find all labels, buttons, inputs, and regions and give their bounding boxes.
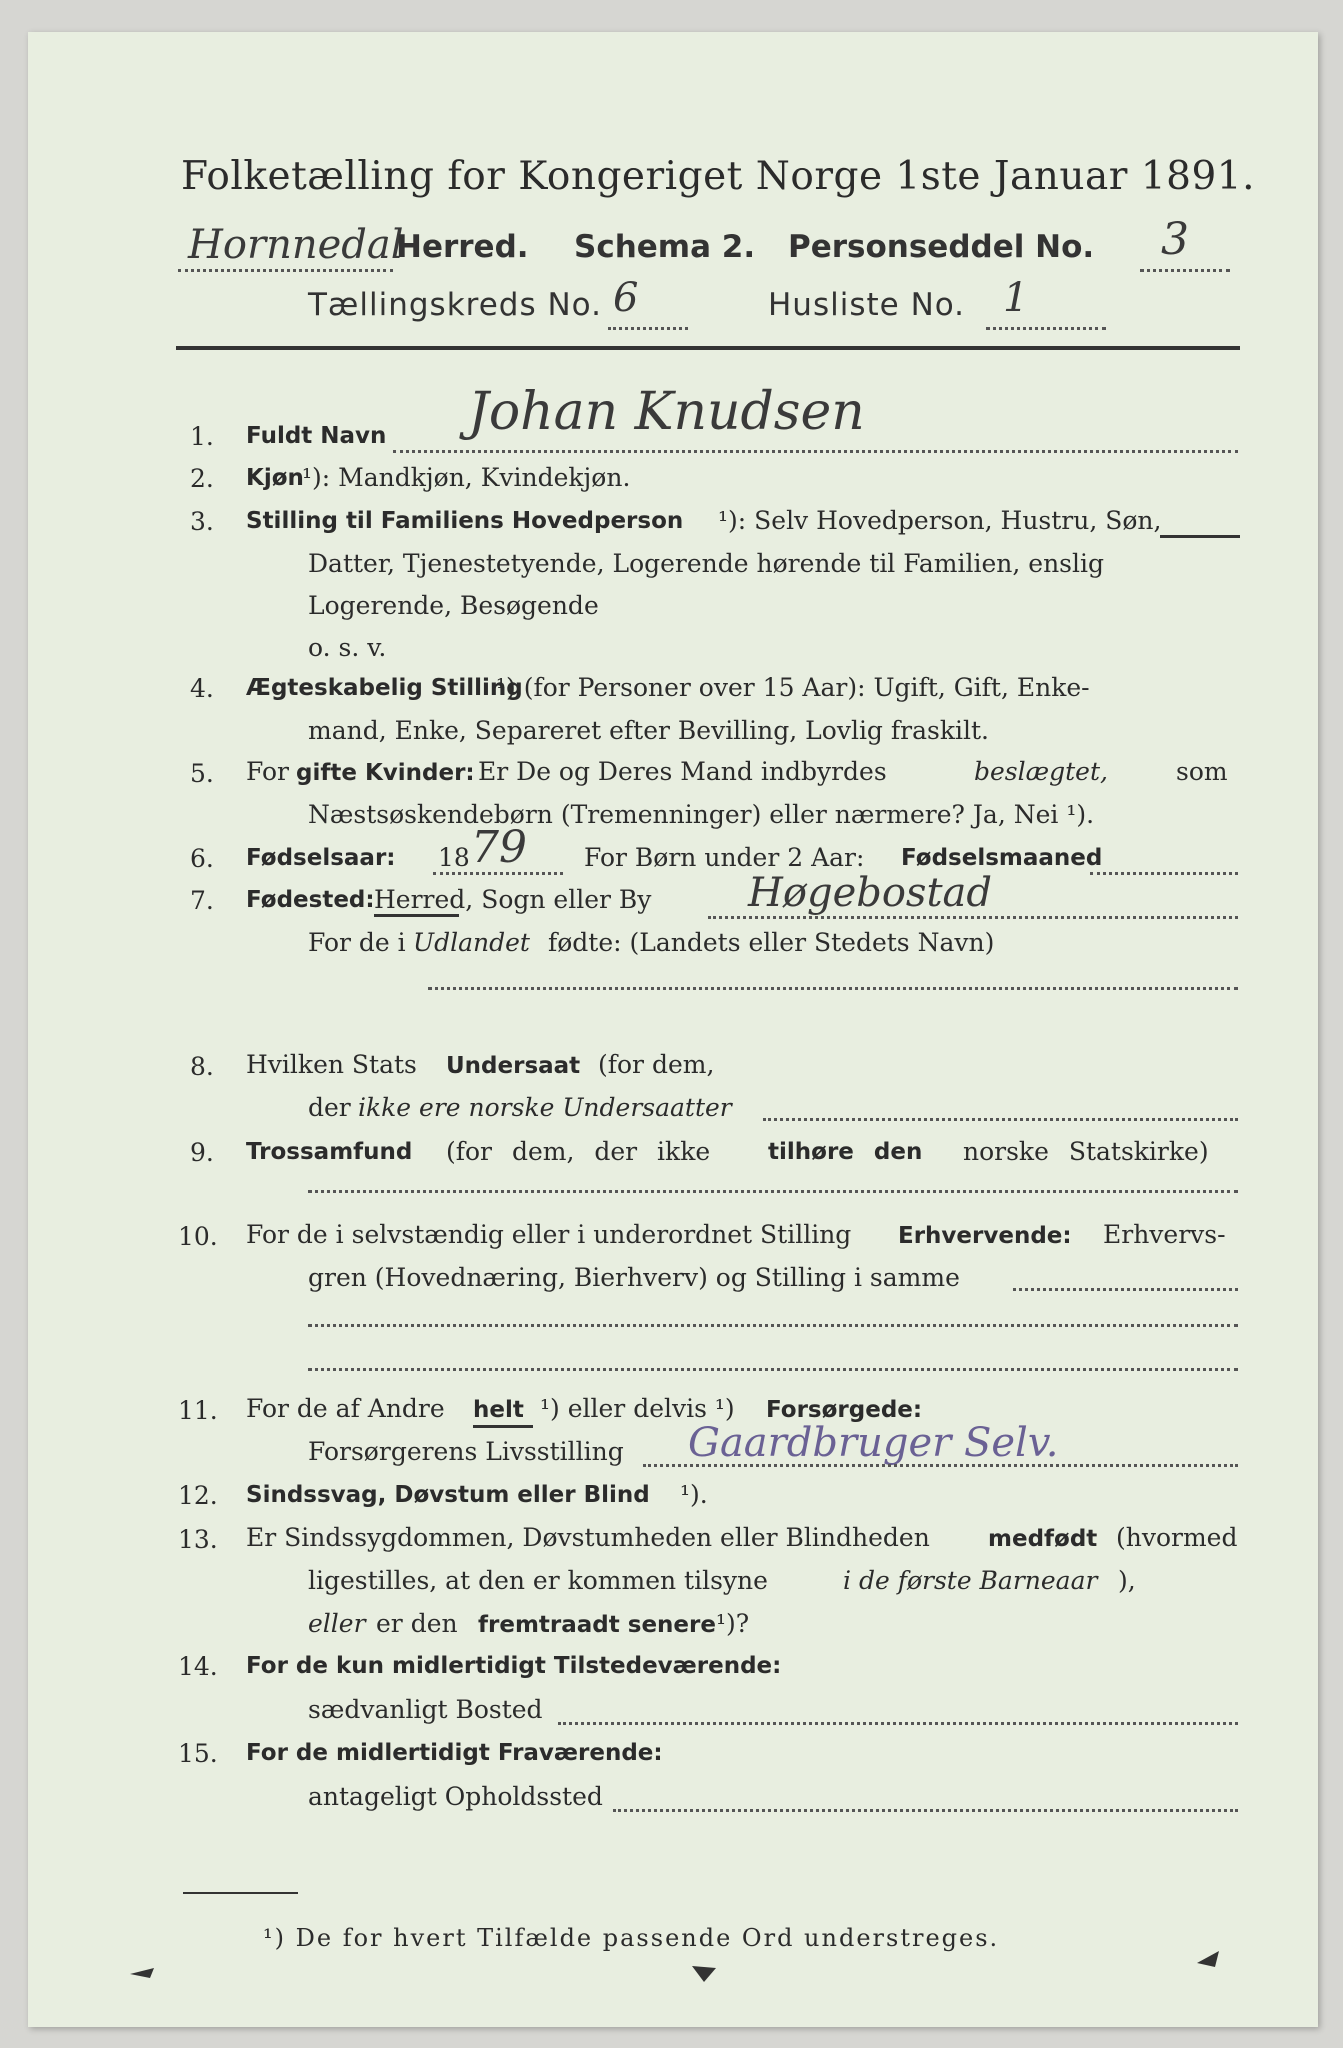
q2-number: 2.	[190, 464, 214, 493]
registration-mark-left	[128, 1962, 158, 1982]
q2-label: Kjøn	[246, 465, 304, 491]
q6-month-dotline	[1090, 872, 1238, 875]
q10-text2: Erhvervs-	[1103, 1220, 1226, 1249]
q5-line2: Næstsøskendebørn (Tremenninger) eller nærmere? Ja, Nei ¹).	[308, 800, 1095, 829]
q6-prefix: 18	[438, 843, 470, 872]
q1-label: Fuldt Navn	[246, 423, 387, 449]
q4-line1: ¹) (for Personer over 15 Aar): Ugift, Gift, Enke-	[496, 673, 1090, 702]
footnote-rule	[183, 1892, 298, 1894]
q8-label: Undersaat	[446, 1053, 581, 1079]
herred-name: Hornnedal	[188, 222, 404, 268]
census-form-sheet	[28, 32, 1318, 2027]
q15-dotline	[613, 1809, 1238, 1812]
q1-dotline	[393, 450, 1238, 453]
q1-answer-name: Johan Knudsen	[468, 382, 865, 442]
q3-line4: o. s. v.	[308, 633, 387, 662]
q14-number: 14.	[178, 1652, 218, 1681]
q13-line2: ligestilles, at den er kommen tilsyne	[308, 1566, 768, 1595]
q10-text: For de i selvstændig eller i underordnet Stilling	[246, 1220, 852, 1249]
q13-line3: er den	[376, 1609, 458, 1638]
q7-underline-herred	[374, 914, 459, 917]
q8-number: 8.	[190, 1052, 214, 1081]
q4-label: Ægteskabelig Stilling	[246, 675, 523, 701]
registration-mark-right	[1193, 1947, 1223, 1971]
q10-label: Erhvervende:	[898, 1223, 1072, 1249]
q3-underline-son	[1160, 535, 1240, 538]
q4-number: 4.	[190, 674, 214, 703]
footnote-text: ¹) De for hvert Tilfælde passende Ord understreges.	[263, 1924, 1000, 1952]
q14-label: For de kun midlertidigt Tilstedeværende:	[246, 1653, 782, 1679]
kreds-number: 6	[613, 275, 639, 321]
q11-label: Forsørgede:	[766, 1397, 923, 1423]
q3-line2: Datter, Tjenestetyende, Logerende hørende til Familien, enslig	[308, 549, 1105, 578]
form-title: Folketælling for Kongeriget Norge 1ste Januar 1891.	[181, 154, 1255, 199]
q10-dotline3	[308, 1368, 1238, 1371]
q5-number: 5.	[190, 759, 214, 788]
q13-line3-italic: eller	[308, 1609, 366, 1638]
q5-som: som	[1176, 757, 1228, 786]
q7-label: Fødested:	[246, 887, 375, 913]
q13-line1b: (hvormed	[1116, 1523, 1238, 1552]
q9-label: Trossamfund	[246, 1139, 413, 1165]
q7-text: Herred, Sogn eller By	[374, 885, 652, 914]
q5-pre: For	[246, 757, 289, 786]
q13-line3c: ¹)?	[716, 1609, 750, 1638]
q6-text: For Børn under 2 Aar:	[584, 843, 865, 872]
q14-line2: sædvanligt Bosted	[308, 1695, 543, 1724]
personseddel-label: Personseddel No.	[788, 229, 1095, 265]
q10-line2: gren (Hovednæring, Bierhverv) og Stilling i samme	[308, 1263, 960, 1292]
q12-label: Sindssvag, Døvstum eller Blind	[246, 1482, 650, 1508]
q6-number: 6.	[190, 844, 214, 873]
q9-text: (for dem, der ikke	[446, 1137, 711, 1166]
q11-underline-helt	[473, 1425, 533, 1428]
q6-label: Fødselsaar:	[246, 845, 396, 871]
q6-year-dotline	[433, 872, 563, 875]
q7-line3-dotline	[428, 987, 1238, 990]
herred-label: Herred.	[396, 229, 529, 265]
q5-beslaegtet: beslægtet,	[974, 757, 1108, 786]
herred-dotline	[178, 269, 393, 272]
q5-label: gifte Kvinder:	[296, 760, 475, 786]
husliste-number: 1	[1003, 275, 1029, 321]
q6-year-answer: 79	[471, 822, 527, 873]
q15-number: 15.	[178, 1739, 218, 1768]
q9-text2: norske Statskirke)	[963, 1137, 1209, 1166]
q11-dotline	[643, 1464, 1238, 1467]
q3-number: 3.	[190, 507, 214, 536]
q7-line2b: fødte: (Landets eller Stedets Navn)	[548, 928, 995, 957]
q9-dotline	[308, 1190, 1238, 1193]
kreds-label: Tællingskreds No.	[308, 287, 602, 323]
q8-dotline	[763, 1118, 1238, 1121]
q13-line2c: ),	[1118, 1566, 1136, 1595]
q10-number: 10.	[178, 1222, 218, 1251]
q11-text: For de af Andre	[246, 1394, 445, 1423]
schema-label: Schema 2.	[574, 229, 756, 265]
q3-line1: ¹): Selv Hovedperson, Hustru, Søn,	[718, 506, 1162, 535]
q10-dotline1	[1013, 1288, 1238, 1291]
registration-mark-center	[690, 1962, 720, 1986]
q11-number: 11.	[178, 1396, 218, 1425]
personseddel-dotline	[1140, 269, 1230, 272]
q3-label: Stilling til Familiens Hovedperson	[246, 508, 684, 534]
q8-line2-italic: ikke ere norske Undersaatter	[358, 1093, 732, 1122]
q7-line2a: For de i	[308, 928, 406, 957]
kreds-dotline	[608, 327, 688, 330]
q9-bold2: tilhøre den	[768, 1139, 923, 1165]
personseddel-number: 3	[1161, 214, 1189, 265]
q13-line2-italic: i de første Barneaar	[843, 1566, 1098, 1595]
q13-line3-bold: fremtraadt senere	[478, 1612, 716, 1638]
q15-label: For de midlertidigt Fraværende:	[246, 1740, 663, 1766]
q4-line2: mand, Enke, Separeret efter Bevilling, Lovlig fraskilt.	[308, 716, 989, 745]
q13-medfodt: medfødt	[988, 1526, 1098, 1552]
q5-line1: Er De og Deres Mand indbyrdes	[478, 757, 887, 786]
q13-line1: Er Sindssygdommen, Døvstumheden eller Blindheden	[246, 1523, 930, 1552]
q8-post: (for dem,	[598, 1050, 715, 1079]
q7-answer-place: Høgebostad	[748, 870, 992, 916]
q12-number: 12.	[178, 1481, 218, 1510]
q10-dotline2	[308, 1324, 1238, 1327]
q15-line2: antageligt Opholdssted	[308, 1782, 603, 1811]
q11-text2: ¹) eller delvis ¹)	[540, 1394, 735, 1423]
q7-line2-italic: Udlandet	[413, 928, 530, 957]
q13-number: 13.	[178, 1525, 218, 1554]
q11-line2: Forsørgerens Livsstilling	[308, 1437, 624, 1466]
q9-number: 9.	[190, 1138, 214, 1167]
q1-number: 1.	[190, 422, 214, 451]
q2-text: ¹): Mandkjøn, Kvindekjøn.	[302, 463, 631, 492]
q7-dotline	[708, 916, 1238, 919]
q3-line3: Logerende, Besøgende	[308, 591, 599, 620]
husliste-dotline	[986, 327, 1106, 330]
q6-label2: Fødselsmaaned	[901, 845, 1103, 871]
header-rule	[176, 346, 1240, 350]
husliste-label: Husliste No.	[768, 287, 966, 323]
q7-number: 7.	[190, 886, 214, 915]
q8-line2a: der	[308, 1093, 351, 1122]
q14-dotline	[558, 1722, 1238, 1725]
q8-pre: Hvilken Stats	[246, 1050, 417, 1079]
q11-helt: helt	[473, 1397, 524, 1423]
q12-sup: ¹).	[680, 1480, 708, 1509]
q11-answer-occupation: Gaardbruger Selv.	[688, 1420, 1059, 1466]
